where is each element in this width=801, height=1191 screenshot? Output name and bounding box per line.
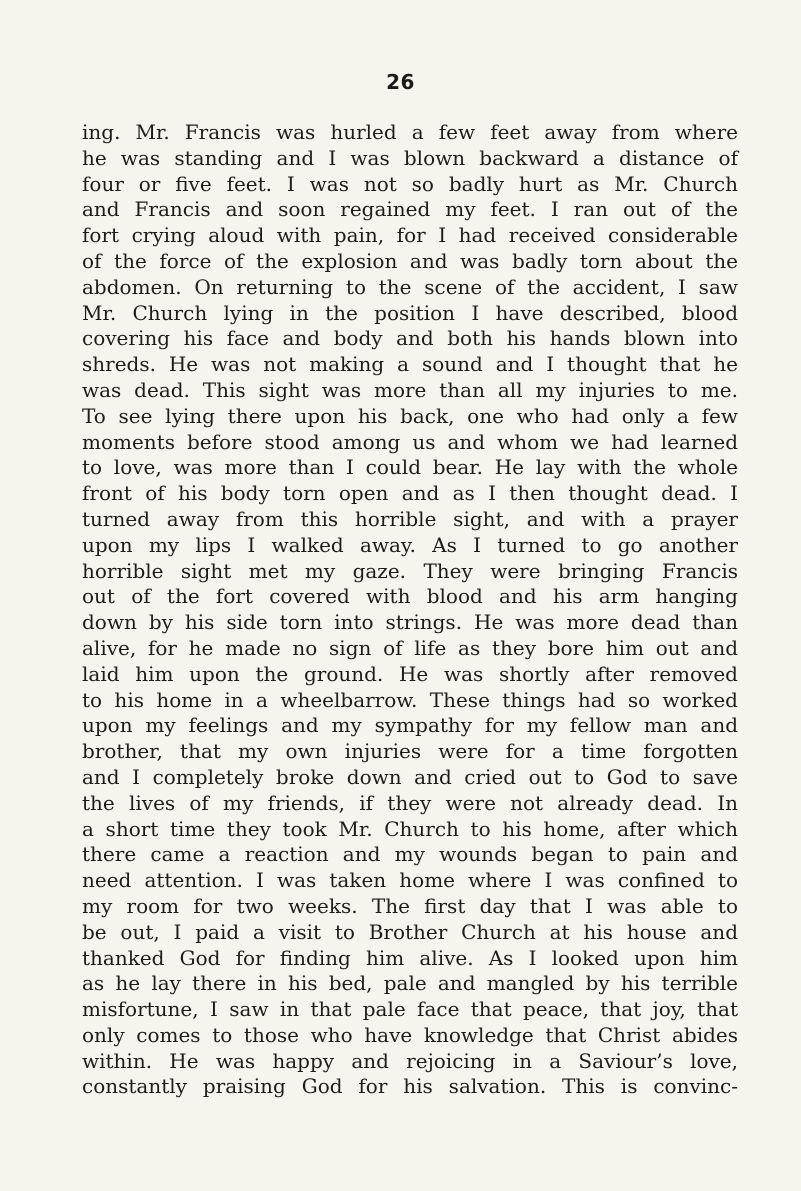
text-line: thanked God for finding him alive. As I looked upon him: [82, 945, 738, 970]
text-line: was dead. This sight was more than all my injuries to me.: [82, 377, 738, 402]
text-line: moments before stood among us and whom we had learned: [82, 429, 738, 454]
text-line: shreds. He was not making a sound and I thought that he: [82, 352, 738, 377]
text-line: down by his side torn into strings. He was more dead than: [82, 610, 738, 635]
text-line: misfortune, I saw in that pale face that peace, that joy, that: [82, 997, 738, 1022]
text-line: of the force of the explosion and was badly torn about the: [82, 248, 738, 273]
text-line: four or five feet. I was not so badly hurt as Mr. Church: [82, 171, 738, 196]
text-line: the lives of my friends, if they were not already dead. In: [82, 790, 738, 815]
text-line: turned away from this horrible sight, and with a prayer: [82, 506, 738, 531]
text-line: brother, that my own injuries were for a time forgotten: [82, 739, 738, 764]
text-line: ing. Mr. Francis was hurled a few feet away from where: [82, 120, 738, 144]
body-text: [82, 120, 738, 1100]
text-line: horrible sight met my gaze. They were bringing Francis: [82, 558, 738, 583]
text-line: laid him upon the ground. He was shortly after removed: [82, 661, 738, 686]
text-line: as he lay there in his bed, pale and mangled by his terrible: [82, 971, 738, 996]
page-number: 26: [386, 70, 415, 94]
text-line: upon my lips I walked away. As I turned to go another: [82, 532, 738, 557]
text-line: need attention. I was taken home where I was confined to: [82, 868, 738, 893]
text-line: a short time they took Mr. Church to his home, after which: [82, 816, 738, 841]
text-line: covering his face and body and both his hands blown into: [82, 326, 738, 351]
text-line: and Francis and soon regained my feet. I ran out of the: [82, 197, 738, 222]
text-line: there came a reaction and my wounds began to pain and: [82, 842, 738, 867]
text-line: within. He was happy and rejoicing in a Saviour’s love,: [82, 1048, 738, 1073]
text-line: front of his body torn open and as I then thought dead. I: [82, 481, 738, 506]
text-line: alive, for he made no sign of life as they bore him out and: [82, 635, 738, 660]
text-line: to his home in a wheelbarrow. These things had so worked: [82, 687, 738, 712]
text-line: out of the fort covered with blood and his arm hanging: [82, 584, 738, 609]
text-line: to love, was more than I could bear. He lay with the whole: [82, 455, 738, 480]
text-line: Mr. Church lying in the position I have described, blood: [82, 300, 738, 325]
text-line: upon my feelings and my sympathy for my fellow man and: [82, 713, 738, 738]
text-line: my room for two weeks. The first day that I was able to: [82, 893, 738, 918]
text-line: To see lying there upon his back, one who had only a few: [82, 403, 738, 428]
text-line: he was standing and I was blown backward a distance of: [82, 145, 738, 170]
text-line: be out, I paid a visit to Brother Church at his house and: [82, 919, 738, 944]
text-line: and I completely broke down and cried out to God to save: [82, 764, 738, 789]
text-line: fort crying aloud with pain, for I had received considerable: [82, 223, 738, 248]
text-line: only comes to those who have knowledge that Christ abides: [82, 1022, 738, 1047]
text-line: constantly praising God for his salvation. This is convinc-: [82, 1074, 738, 1099]
text-line: abdomen. On returning to the scene of the accident, I saw: [82, 274, 738, 299]
